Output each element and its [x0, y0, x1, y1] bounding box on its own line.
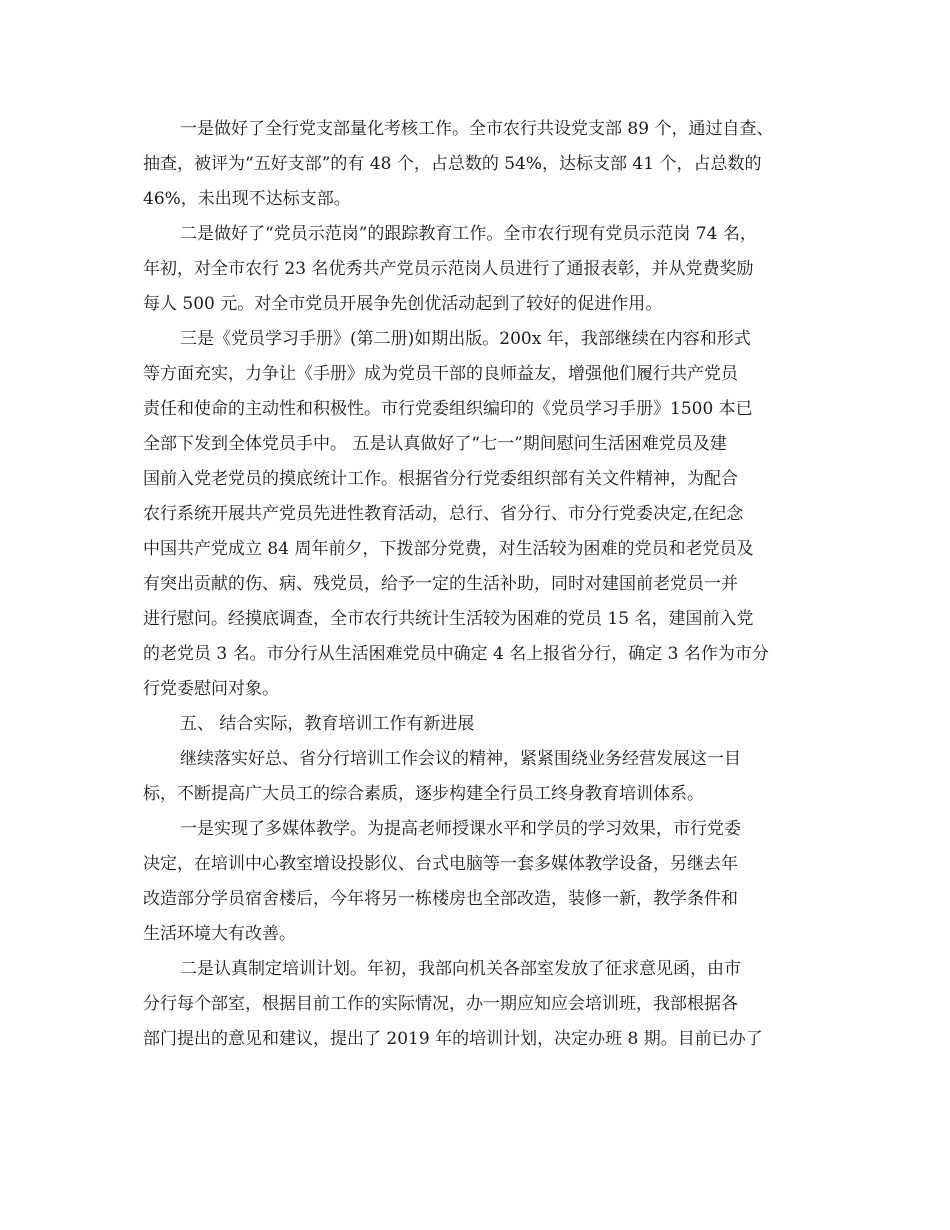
- text-line: 二是做好了“党员示范岗”的跟踪教育工作。全市农行现有党员示范岗 74 名，: [180, 224, 757, 244]
- text-line: 进行慰问。经摸底调查，全市农行共统计生活较为困难的党员 15 名，建国前入党: [143, 609, 754, 629]
- section-heading: 五、 结合实际，教育培训工作有新进展: [180, 714, 475, 734]
- text-line: 分行每个部室，根据目前工作的实际情况，办一期应知应会培训班，我部根据各: [143, 994, 738, 1014]
- text-line: 每人 500 元。对全市党员开展争先创优活动起到了较好的促进作用。: [143, 294, 663, 314]
- text-line: 的老党员 3 名。市分行从生活困难党员中确定 4 名上报省分行，确定 3 名作为市分: [143, 644, 769, 664]
- text-line: 三是《党员学习手册》(第二册)如期出版。200x 年，我部继续在内容和形式: [180, 329, 751, 349]
- text-line: 部门提出的意见和建议，提出了 2019 年的培训计划，决定办班 8 期。目前已办了: [143, 1029, 763, 1049]
- text-line: 生活环境大有改善。: [143, 924, 296, 944]
- text-line: 决定，在培训中心教室增设投影仪、台式电脑等一套多媒体教学设备，另继去年: [143, 854, 738, 874]
- text-line: 改造部分学员宿舍楼后，今年将另一栋楼房也全部改造，装修一新，教学条件和: [143, 889, 738, 909]
- text-line: 等方面充实，力争让《手册》成为党员干部的良师益友，增强他们履行共产党员: [143, 364, 738, 384]
- text-line: 全部下发到全体党员手中。 五是认真做好了“七一”期间慰问生活困难党员及建: [143, 434, 727, 454]
- text-line: 行党委慰问对象。: [143, 679, 279, 699]
- text-line: 继续落实好总、省分行培训工作会议的精神，紧紧围绕业务经营发展这一目: [180, 749, 741, 769]
- text-line: 46%，未出现不达标支部。: [143, 189, 351, 209]
- text-line: 中国共产党成立 84 周年前夕，下拨部分党费，对生活较为困难的党员和老党员及: [143, 539, 754, 559]
- text-line: 一是做好了全行党支部量化考核工作。全市农行共设党支部 89 个，通过自查、: [180, 119, 774, 139]
- text-line: 一是实现了多媒体教学。为提高老师授课水平和学员的学习效果，市行党委: [180, 819, 741, 839]
- text-line: 年初，对全市农行 23 名优秀共产党员示范岗人员进行了通报表彰，并从党费奖励: [143, 259, 754, 279]
- text-line: 标，不断提高广大员工的综合素质，逐步构建全行员工终身教育培训体系。: [143, 784, 704, 804]
- text-line: 责任和使命的主动性和积极性。市行党委组织编印的《党员学习手册》1500 本已: [143, 399, 753, 419]
- document-body: [143, 112, 813, 1057]
- text-line: 国前入党老党员的摸底统计工作。根据省分行党委组织部有关文件精神，为配合: [143, 469, 738, 489]
- text-line: 农行系统开展共产党员先进性教育活动，总行、省分行、市分行党委决定,在纪念: [143, 504, 744, 524]
- text-line: 抽查，被评为“五好支部”的有 48 个，占总数的 54%，达标支部 41 个，占总数的: [143, 154, 762, 174]
- text-line: 二是认真制定培训计划。年初，我部向机关各部室发放了征求意见函，由市: [180, 959, 741, 979]
- text-line: 有突出贡献的伤、病、残党员，给予一定的生活补助，同时对建国前老党员一并: [143, 574, 738, 594]
